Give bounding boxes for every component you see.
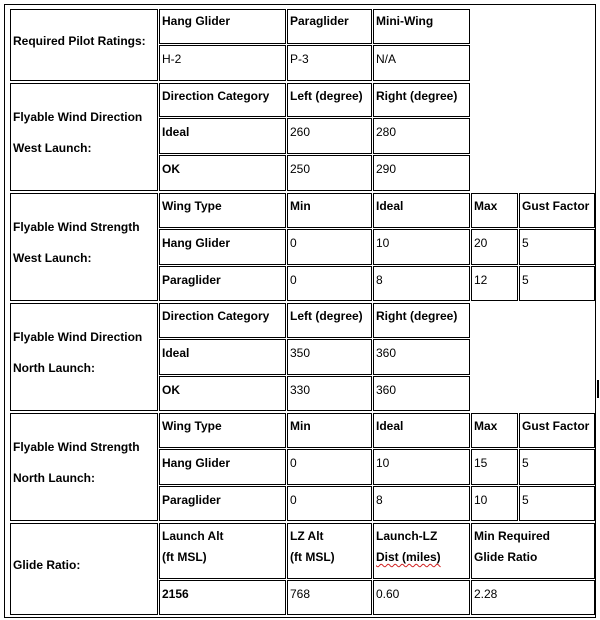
cell-text: 10 (376, 456, 390, 470)
glide-value-launch-alt (159, 580, 286, 615)
wind-strength-north-header-min (287, 413, 372, 448)
ratings-label: Required Pilot Ratings: (13, 34, 146, 48)
ratings-value-hang-glider (159, 45, 286, 81)
cell-text: 15 (474, 456, 488, 470)
wind-strength-west-header-wing (159, 193, 286, 228)
value-text: 2.28 (474, 587, 498, 601)
wind-dir-west-header-right (373, 83, 470, 117)
cell-text: 280 (376, 125, 397, 139)
row-label: OK (162, 383, 180, 397)
cell-text: 0 (290, 273, 297, 287)
glide-header-lz-alt (287, 523, 372, 579)
cell-text: 8 (376, 273, 383, 287)
table-row (159, 229, 286, 265)
cell-text: 330 (290, 383, 311, 397)
header-text: Mini-Wing (376, 14, 434, 28)
wind-strength-west-label-line1: Flyable Wind Strength (13, 220, 140, 234)
header-text: Gust Factor (522, 199, 590, 213)
wind-strength-west-header-max (471, 193, 518, 228)
table-cell (373, 229, 470, 265)
ratings-header-mini-wing (373, 9, 470, 44)
wind-dir-west-label-cell (10, 83, 158, 191)
glide-value-lz-alt (287, 580, 372, 615)
header-text: Left (degree) (290, 309, 363, 323)
wind-strength-north-header-ideal (373, 413, 470, 448)
table-cell (471, 229, 518, 265)
wind-strength-west-header-ideal (373, 193, 470, 228)
header-text: (ft MSL) (290, 550, 335, 564)
wind-strength-west-label-line2: West Launch: (13, 251, 92, 265)
header-text: Max (474, 199, 498, 213)
wind-dir-north-header-left (287, 303, 372, 338)
cell-text: 12 (474, 273, 488, 287)
header-text: Min (290, 199, 311, 213)
wind-dir-west-header-left (287, 83, 372, 117)
table-cell (287, 229, 372, 265)
header-text: Ideal (376, 419, 404, 433)
cell-text: 5 (522, 273, 529, 287)
table-cell (373, 339, 470, 375)
table-cell (373, 266, 470, 301)
cell-text: 350 (290, 346, 311, 360)
header-text: Wing Type (162, 419, 222, 433)
table-cell (373, 376, 470, 411)
cell-text: 260 (290, 125, 311, 139)
wind-strength-west-label-cell (10, 193, 158, 301)
cell-text: 10 (376, 236, 390, 250)
header-text: Min Required (474, 529, 551, 543)
wind-dir-west-label-line1: Flyable Wind Direction (13, 110, 143, 124)
header-text: Left (degree) (290, 89, 363, 103)
table-row (159, 266, 286, 301)
value-text: H-2 (162, 52, 182, 66)
text-cursor (597, 380, 599, 398)
wind-strength-west-header-min (287, 193, 372, 228)
ratings-value-mini-wing (373, 45, 470, 81)
row-label: Hang Glider (162, 456, 231, 470)
table-cell (287, 449, 372, 485)
table-cell (287, 155, 372, 191)
cell-text: 10 (474, 493, 488, 507)
header-text: Paraglider (290, 14, 349, 28)
header-text: Launch-LZ (376, 529, 438, 543)
wind-dir-north-label-line1: Flyable Wind Direction (13, 330, 143, 344)
table-row (159, 118, 286, 154)
value-text: 2156 (162, 587, 189, 601)
table-cell (373, 155, 470, 191)
cell-text: 5 (522, 493, 529, 507)
glide-ratio-label-cell (10, 523, 158, 615)
table-row (159, 449, 286, 485)
wind-strength-north-label-cell (10, 413, 158, 521)
wind-strength-north-header-wing (159, 413, 286, 448)
header-text: LZ Alt (290, 529, 324, 543)
header-text: Ideal (376, 199, 404, 213)
cell-text: 8 (376, 493, 383, 507)
cell-text: 20 (474, 236, 488, 250)
table-row (159, 376, 286, 411)
glide-header-min-ratio (471, 523, 595, 579)
row-label: Ideal (162, 125, 190, 139)
cell-text: 250 (290, 162, 311, 176)
wind-dir-west-label-line2: West Launch: (13, 141, 92, 155)
value-text: 768 (290, 587, 311, 601)
row-label: Paraglider (162, 273, 221, 287)
header-text: Direction Category (162, 309, 270, 323)
header-text: Direction Category (162, 89, 270, 103)
ratings-header-hang-glider (159, 9, 286, 44)
table-cell (471, 486, 518, 521)
header-text: Dist (miles) (376, 550, 441, 564)
glide-value-min-ratio (471, 580, 595, 615)
table-row (159, 339, 286, 375)
wind-strength-north-header-gust (519, 413, 595, 448)
cell-text: 290 (376, 162, 397, 176)
wind-dir-north-label-cell (10, 303, 158, 411)
value-text: N/A (376, 52, 397, 66)
cell-text: 360 (376, 346, 397, 360)
cell-text: 0 (290, 456, 297, 470)
row-label: Paraglider (162, 493, 221, 507)
glide-ratio-label: Glide Ratio: (13, 558, 81, 572)
header-text: Hang Glider (162, 14, 231, 28)
row-label: Hang Glider (162, 236, 231, 250)
wind-dir-west-header-category (159, 83, 286, 117)
table-cell (287, 486, 372, 521)
table-cell (471, 449, 518, 485)
cell-text: 5 (522, 456, 529, 470)
header-text: Min (290, 419, 311, 433)
wind-strength-west-header-gust (519, 193, 595, 228)
glide-header-launch-alt (159, 523, 286, 579)
header-text: Gust Factor (522, 419, 590, 433)
table-row (159, 155, 286, 191)
row-label: OK (162, 162, 180, 176)
ratings-value-paraglider (287, 45, 372, 81)
table-cell (373, 449, 470, 485)
table-cell (287, 339, 372, 375)
glide-value-distance (373, 580, 470, 615)
wind-dir-north-header-right (373, 303, 470, 338)
table-cell (287, 266, 372, 301)
cell-text: 360 (376, 383, 397, 397)
cell-text: 5 (522, 236, 529, 250)
header-text: Max (474, 419, 498, 433)
wind-dir-north-header-category (159, 303, 286, 338)
header-text: (ft MSL) (162, 550, 207, 564)
header-text: Glide Ratio (474, 550, 538, 564)
table-cell (287, 376, 372, 411)
table-cell (519, 486, 595, 521)
row-label: Ideal (162, 346, 190, 360)
value-text: P-3 (290, 52, 309, 66)
value-text: 0.60 (376, 587, 400, 601)
header-text: Wing Type (162, 199, 222, 213)
header-text: Right (degree) (376, 89, 458, 103)
table-cell (471, 266, 518, 301)
cell-text: 0 (290, 493, 297, 507)
ratings-label-cell (10, 9, 158, 81)
header-text: Launch Alt (162, 529, 224, 543)
table-cell (519, 229, 595, 265)
table-cell (373, 118, 470, 154)
wind-dir-north-label-line2: North Launch: (13, 361, 95, 375)
glide-header-distance (373, 523, 470, 579)
ratings-header-paraglider (287, 9, 372, 44)
wind-strength-north-label-line2: North Launch: (13, 471, 95, 485)
table-cell (373, 486, 470, 521)
wind-strength-north-label-line1: Flyable Wind Strength (13, 440, 140, 454)
table-cell (519, 449, 595, 485)
wind-strength-north-header-max (471, 413, 518, 448)
header-text: Right (degree) (376, 309, 458, 323)
cell-text: 0 (290, 236, 297, 250)
table-cell (519, 266, 595, 301)
table-row (159, 486, 286, 521)
table-cell (287, 118, 372, 154)
